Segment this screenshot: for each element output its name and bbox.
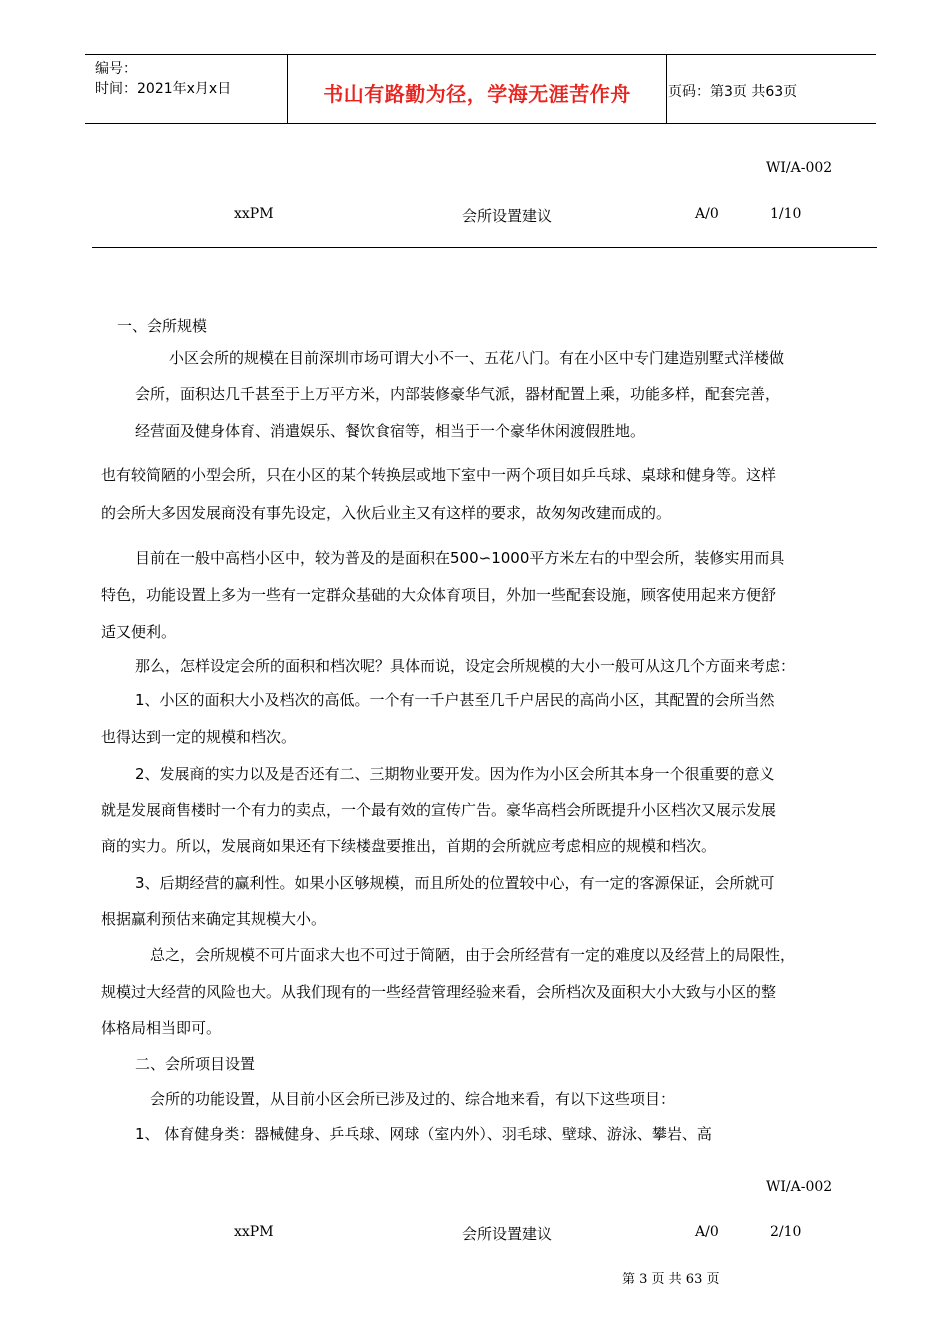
paragraph-line: 特色，功能设置上多为一些有一定群众基础的大众体育项目，外加一些配套设施，顾客使用起来方便舒 <box>101 586 777 604</box>
paragraph-line: 也得达到一定的规模和档次。 <box>101 728 297 746</box>
header-divider <box>92 247 877 248</box>
page-label: 页码：第3页 共63页 <box>668 84 798 100</box>
paragraph-line: 的会所大多因发展商没有事先设定，入伙后业主又有这样的要求，故匆匆改建而成的。 <box>101 504 672 522</box>
doc-revision: A/0 <box>695 206 719 222</box>
paragraph-line: 小区会所的规模在目前深圳市场可谓大小不一、五花八门。有在小区中专门建造别墅式洋楼做 <box>169 349 785 367</box>
paragraph-line: 体格局相当即可。 <box>101 1019 222 1037</box>
number-label: 编号： <box>95 61 137 77</box>
paragraph-line: 适又便利。 <box>101 623 177 641</box>
doc-page: 1/10 <box>770 206 802 222</box>
paragraph-line: 3、后期经营的赢利性。如果小区够规模，而且所处的位置较中心，有一定的客源保证，会所就可 <box>135 874 775 892</box>
paragraph-line: 会所的功能设置，从目前小区会所已涉及过的、综合地来看，有以下这些项目： <box>150 1090 676 1108</box>
header-motto-cell <box>287 55 667 123</box>
footer-doc-revision: A/0 <box>695 1224 719 1240</box>
paragraph-line: 那么，怎样设定会所的面积和档次呢？具体而说，设定会所规模的大小一般可从这几个方面来考虑： <box>135 657 796 675</box>
paragraph-line: 就是发展商售楼时一个有力的卖点，一个最有效的宣传广告。豪华高档会所既提升小区档次又展示发展 <box>101 801 777 819</box>
paragraph-line: 总之，会所规模不可片面求大也不可过于简陋，由于会所经营有一定的难度以及经营上的局限性， <box>150 946 796 964</box>
paragraph-line: 会所，面积达几千甚至于上万平方米，内部装修豪华气派，器材配置上乘，功能多样，配套完善， <box>135 385 781 403</box>
doc-title: 会所设置建议 <box>462 207 553 225</box>
page-footer: 第 3 页 共 63 页 <box>622 1272 720 1287</box>
doc-code: WI/A-002 <box>766 160 833 176</box>
time-label: 时间：2021年x月x日 <box>95 81 232 97</box>
footer-doc-author: xxPM <box>234 1224 274 1240</box>
page-header <box>85 54 876 124</box>
footer-doc-code: WI/A-002 <box>766 1179 833 1195</box>
header-meta-cell <box>85 55 287 123</box>
paragraph-line: 目前在一般中高档小区中，较为普及的是面积在500∽1000平方米左右的中型会所，装修实用而具 <box>135 549 785 567</box>
footer-doc-page: 2/10 <box>770 1224 802 1240</box>
paragraph-line: 也有较简陋的小型会所，只在小区的某个转换层或地下室中一两个项目如乒乓球、桌球和健身等。这样 <box>101 466 777 484</box>
paragraph-line: 商的实力。所以，发展商如果还有下续楼盘要推出，首期的会所就应考虑相应的规模和档次。 <box>101 837 717 855</box>
section-heading-2: 二、会所项目设置 <box>135 1055 256 1073</box>
paragraph-line: 1、小区的面积大小及档次的高低。一个有一千户甚至几千户居民的高尚小区，其配置的会所当然 <box>135 691 775 709</box>
section-heading-1: 一、会所规模 <box>117 317 208 335</box>
paragraph-line: 根据赢利预估来确定其规模大小。 <box>101 910 327 928</box>
paragraph-line: 经营面及健身体育、消遣娱乐、餐饮食宿等，相当于一个豪华休闲渡假胜地。 <box>135 422 646 440</box>
paragraph-line: 1、 体育健身类：器械健身、乒乓球、网球（室内外）、羽毛球、壁球、游泳、攀岩、高 <box>135 1125 712 1143</box>
header-page-cell <box>666 55 876 123</box>
doc-author: xxPM <box>234 206 274 222</box>
motto: 书山有路勤为径，学海无涯苦作舟 <box>323 82 631 106</box>
paragraph-line: 2、发展商的实力以及是否还有二、三期物业要开发。因为作为小区会所其本身一个很重要的意义 <box>135 765 775 783</box>
footer-doc-title: 会所设置建议 <box>462 1225 553 1243</box>
paragraph-line: 规模过大经营的风险也大。从我们现有的一些经营管理经验来看，会所档次及面积大小大致与小区的整 <box>101 983 777 1001</box>
